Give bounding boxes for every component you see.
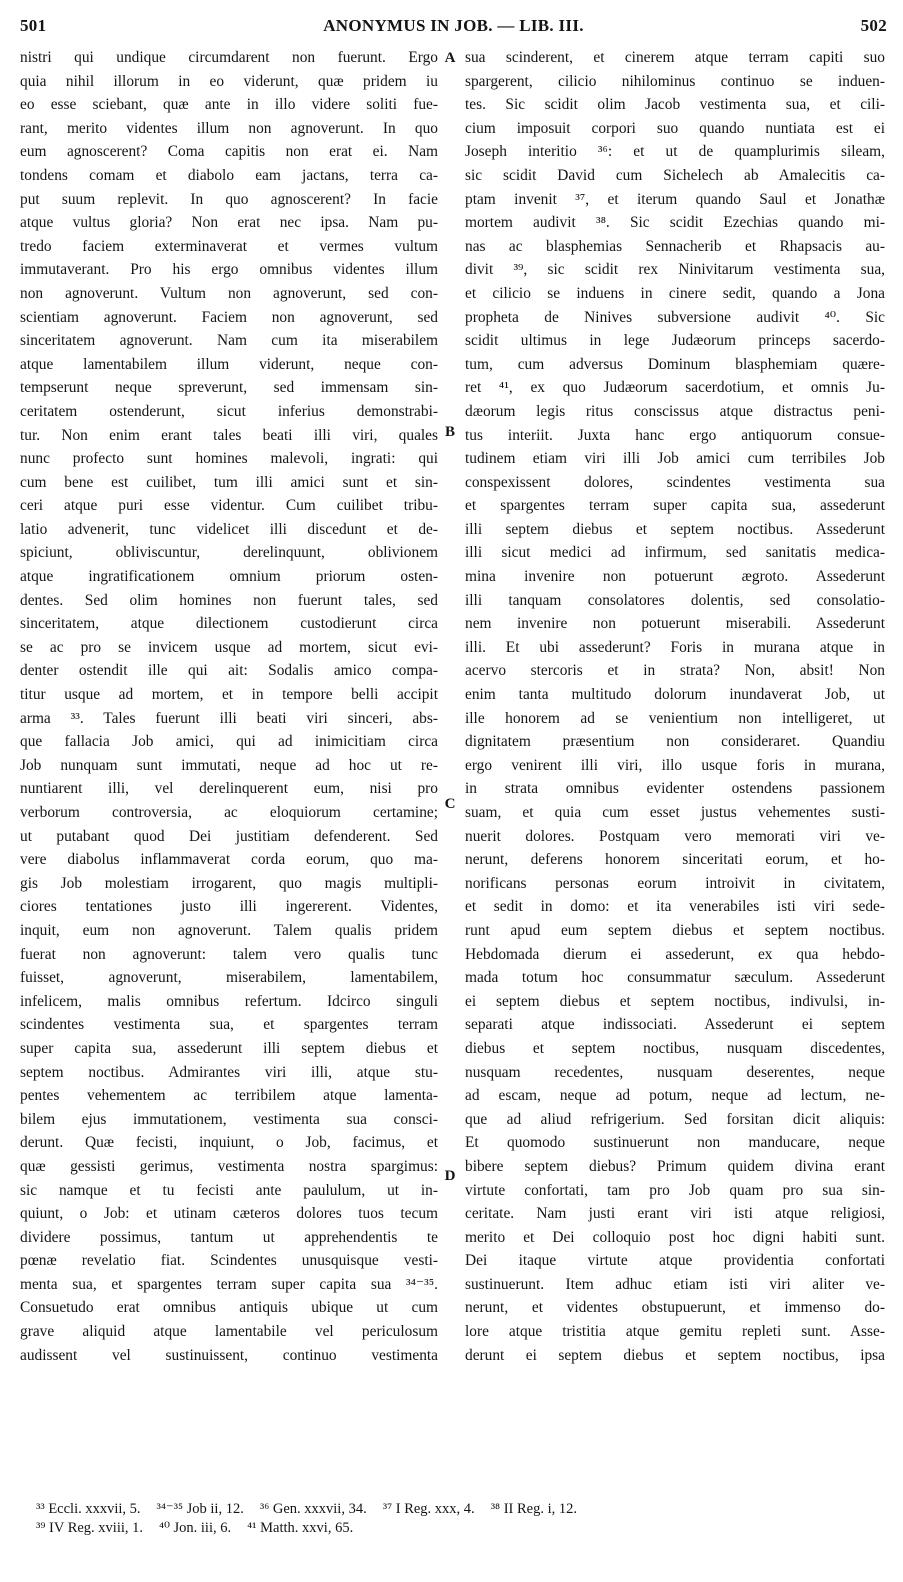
left-line: sinceritatem, atque dilectionem custodierunt circa bbox=[20, 615, 438, 633]
section-marker-b: B bbox=[444, 424, 455, 440]
right-line: dæorum legis ritus conscissus atque distractus peni- bbox=[465, 402, 885, 420]
right-line: suam, et quia cum esset justus vehementes susti- bbox=[465, 804, 885, 821]
right-line: separati atque indissociati. Assederunt ei septem bbox=[465, 1016, 885, 1034]
right-line: illi sicut medici ad infirmum, sed sanitatis medica- bbox=[465, 544, 885, 562]
left-line: menta sua, et spargentes terram super capita sua ³⁴⁻³⁵. bbox=[20, 1275, 438, 1293]
right-line: et sedit in domo: et ita venerabiles isti viri sede- bbox=[465, 898, 885, 916]
right-line: spargerent, cilicio nihilominus continuo se induen- bbox=[465, 72, 885, 90]
footnotes-line-2 bbox=[36, 1519, 883, 1538]
left-line: sinceritatem agnoverunt. Nam cum ita miserabilem bbox=[20, 332, 438, 350]
right-line: tus interiit. Juxta hanc ergo antiquorum consue- bbox=[465, 426, 885, 444]
left-line: ut putabant quod Dei justitiam defenderent. Sed bbox=[20, 827, 438, 845]
right-line: acervo stercoris et in strata? Non, absit! Non bbox=[465, 662, 885, 680]
right-line: mina invenire non potuerunt ægroto. Assederunt bbox=[465, 568, 885, 586]
right-line: et cilicio se induens in cinere sedit, quando a Jona bbox=[465, 284, 885, 302]
right-line: sua scinderent, et cinerem atque terram capiti suo bbox=[465, 49, 885, 66]
left-line: latio advenerit, tunc videlicet illi discedunt et de- bbox=[20, 520, 438, 538]
right-line: mortem audivit ³⁸. Sic scidit Ezechias quando mi- bbox=[465, 214, 885, 232]
left-line: nistri qui undique circumdarent non fuerunt. Ergo bbox=[20, 49, 438, 66]
right-line: norificans personas eorum introivit in civitatem, bbox=[465, 874, 885, 892]
right-line: Dei itaque virtute atque providentia confortati bbox=[465, 1252, 885, 1270]
left-line: verborum controversia, ac eloquiorum certamine; bbox=[20, 804, 438, 821]
right-line: nerunt, et videntes obstupuerunt, et immenso do- bbox=[465, 1299, 885, 1317]
left-line: non agnoverunt. Vultum non agnoverunt, sed con- bbox=[20, 284, 438, 302]
right-line: ei septem diebus et septem noctibus, indivulsi, in- bbox=[465, 992, 885, 1010]
section-marker-a: A bbox=[444, 50, 456, 66]
left-line: nunc profecto sunt homines malevoli, ingrati: qui bbox=[20, 450, 438, 468]
left-line: bilem ejus immutationem, vestimenta sua consci- bbox=[20, 1110, 438, 1128]
right-line: nuerit dolores. Postquam vero memorati viri ve- bbox=[465, 827, 885, 845]
left-line: scientiam agnoverunt. Faciem non agnoverunt, sed bbox=[20, 308, 438, 326]
left-line: grave aliquid atque lamentabile vel periculosum bbox=[20, 1323, 438, 1341]
left-line: septem noctibus. Admirantes viri illi, atque stu- bbox=[20, 1063, 438, 1081]
left-line: infelicem, malis omnibus refertum. Idcirco singuli bbox=[20, 992, 438, 1010]
right-line: virtute confortati, tam pro Job quam pro sua sin- bbox=[465, 1181, 885, 1199]
left-line: audissent vel sustinuissent, continuo vestimenta bbox=[20, 1346, 438, 1364]
footnote: ³³ Eccli. xxxvii, 5. bbox=[36, 1501, 141, 1517]
right-line: nas ac blasphemias Sennacherib et Rhapsacis au- bbox=[465, 237, 885, 255]
footnote: ³⁴⁻³⁵ Job ii, 12. bbox=[156, 1501, 244, 1517]
left-line: eo esse sciebant, quæ ante in illo videre soliti fue- bbox=[20, 96, 438, 114]
right-line: ret ⁴¹, ex quo Judæorum sacerdotium, et omnis Ju- bbox=[465, 379, 885, 397]
left-line: quia nihil illorum in eo viderunt, quæ pridem iu bbox=[20, 72, 438, 90]
right-line: merito et Dei colloquio post hoc digni habiti sunt. bbox=[465, 1228, 885, 1246]
left-line: quæ gessisti gerimus, vestimenta nostra spargimus: bbox=[20, 1157, 438, 1175]
right-line: nerunt, deferens honorem sinceritati eorum, et ho- bbox=[465, 851, 885, 869]
left-line: cum bene est cuilibet, tum illi amici sunt et sin- bbox=[20, 473, 438, 491]
left-line: ceritatem ostenderunt, sicut inferius demonstrabi- bbox=[20, 402, 438, 420]
right-line: cium imposuit corpori suo quando nuntiata est ei bbox=[465, 119, 885, 137]
left-line: fuisset, agnoverunt, miserabilem, lamentabilem, bbox=[20, 969, 438, 987]
right-line: enim tanta multitudo dolorum inundaverat Job, ut bbox=[465, 686, 885, 704]
right-column bbox=[465, 46, 885, 1367]
left-line: gis Job molestiam irrogarent, quo magis multipli- bbox=[20, 874, 438, 892]
left-line: tempserunt neque spreverunt, sed immensam sin- bbox=[20, 379, 438, 397]
running-header bbox=[20, 16, 887, 42]
left-line: put suum replevit. In quo agnoscerent? In facie bbox=[20, 190, 438, 208]
right-line: derunt ei septem diebus et septem noctibus, ipsa bbox=[465, 1346, 885, 1364]
left-line: titur usque ad mortem, et in tempore belli accipit bbox=[20, 686, 438, 704]
left-line: tondens comam et diabolo eam jactans, terra ca- bbox=[20, 166, 438, 184]
footnote: ³⁶ Gen. xxxvii, 34. bbox=[259, 1501, 367, 1517]
right-line: Joseph interitio ³⁶: et ut de quamplurimis sileam, bbox=[465, 143, 885, 161]
left-line: inquit, eum non agnoverunt. Talem qualis pridem bbox=[20, 921, 438, 939]
right-line: lore atque tristitia atque gemitu repleti sunt. Asse- bbox=[465, 1323, 885, 1341]
left-line: rant, merito videntes illum non agnoverunt. In quo bbox=[20, 119, 438, 137]
footnote: ³⁸ II Reg. i, 12. bbox=[490, 1501, 578, 1517]
right-line: illi septem diebus et septem noctibus. Assederunt bbox=[465, 520, 885, 538]
right-line: in strata omnibus evidenter ostendens passionem bbox=[465, 780, 885, 798]
left-line: quiunt, o Job: et utinam cæteros dolores tuos tecum bbox=[20, 1205, 438, 1223]
left-line: super capita sua, assederunt illi septem diebus et bbox=[20, 1039, 438, 1057]
left-column bbox=[20, 46, 438, 1367]
left-line: denter ostendit ille qui ait: Sodalis amico compa- bbox=[20, 662, 438, 680]
left-line: Job nunquam sunt immutati, neque ad hoc ut re- bbox=[20, 756, 438, 774]
left-line: atque vultus gloria? Non erat nec ipsa. Nam pu- bbox=[20, 214, 438, 232]
right-line: diebus et septem noctibus, nusquam discedentes, bbox=[465, 1039, 885, 1057]
left-line: tur. Non enim erant tales beati illi viri, quales bbox=[20, 426, 438, 444]
left-line: atque ingratificationem omnium priorum osten- bbox=[20, 568, 438, 586]
footnote: ³⁹ IV Reg. xviii, 1. bbox=[36, 1520, 144, 1536]
right-line: ceritate. Nam justi erant viri isti atque religiosi, bbox=[465, 1205, 885, 1223]
right-line: propheta de Ninives subversione audivit ⁴⁰. Sic bbox=[465, 308, 885, 326]
left-line: Consuetudo erat omnibus antiquis ubique ut cum bbox=[20, 1299, 438, 1317]
right-line: conspexissent dolores, scindentes vestimenta sua bbox=[465, 473, 885, 491]
footnote: ³⁷ I Reg. xxx, 4. bbox=[382, 1501, 475, 1517]
right-line: bibere septem diebus? Primum quidem divina erant bbox=[465, 1157, 885, 1175]
left-line: que fallacia Job amici, qui ad inimicitiam circa bbox=[20, 733, 438, 751]
left-line: pentes vehementem ac terribilem atque lamenta- bbox=[20, 1087, 438, 1105]
right-line: illi. Et ubi assederunt? Foris in murana atque in bbox=[465, 638, 885, 656]
right-line: Et quomodo sustinuerunt non manducare, neque bbox=[465, 1134, 885, 1152]
left-line: atque lamentabilem illum viderunt, neque con- bbox=[20, 355, 438, 373]
left-line: immutaverant. Pro his ergo omnibus videntes illum bbox=[20, 261, 438, 279]
right-line: divit ³⁹, sic scidit rex Ninivitarum vestimenta sua, bbox=[465, 261, 885, 279]
right-line: Hebdomada dierum ei assederunt, ex qua hebdo- bbox=[465, 945, 885, 963]
left-line: derunt. Quæ fecisti, inquiunt, o Job, facimus, et bbox=[20, 1134, 438, 1152]
left-line: se ac pro se invicem usque ad mortem, sicut evi- bbox=[20, 638, 438, 656]
right-line: tes. Sic scidit olim Jacob vestimenta sua, et cili- bbox=[465, 96, 885, 114]
right-line: runt apud eum septem diebus et septem noctibus. bbox=[465, 921, 885, 939]
left-line: ciores tentationes justo illi ingererent. Videntes, bbox=[20, 898, 438, 916]
left-line: dentes. Sed olim homines non fuerunt tales, sed bbox=[20, 591, 438, 609]
left-line: sic namque et tu fecisti ante paululum, ut in- bbox=[20, 1181, 438, 1199]
right-line: et spargentes terram super capita sua, assederunt bbox=[465, 497, 885, 515]
left-line: spiciunt, obliviscuntur, derelinquunt, oblivionem bbox=[20, 544, 438, 562]
right-line: nem invenire non potuerunt miserabili. Assederunt bbox=[465, 615, 885, 633]
section-marker-d: D bbox=[444, 1168, 456, 1184]
right-line: ergo venirent illi viri, illo usque foris in murana, bbox=[465, 756, 885, 774]
right-line: tum, cum adversus Dominum blasphemiam quære- bbox=[465, 355, 885, 373]
footnote: ⁴¹ Matth. xxvi, 65. bbox=[247, 1520, 354, 1536]
right-line: nusquam recedentes, nusquam deserentes, neque bbox=[465, 1063, 885, 1081]
right-line: sustinuerunt. Item adhuc etiam isti viri aliter ve- bbox=[465, 1275, 885, 1293]
right-line: sic scidit David cum Sichelech ab Amalecitis ca- bbox=[465, 166, 885, 184]
left-line: vere diabolus inflammaverat corda eorum, quo ma- bbox=[20, 851, 438, 869]
left-line: scindentes vestimenta sua, et spargentes terram bbox=[20, 1016, 438, 1034]
right-line: ptam invenit ³⁷, et iterum quando Saul et Jonathæ bbox=[465, 190, 885, 208]
right-line: dignitatem præsentium non consideraret. Quandiu bbox=[465, 733, 885, 751]
right-line: que ad aliud refrigerium. Sed forsitan dicit aliquis: bbox=[465, 1110, 885, 1128]
section-marker-c: C bbox=[444, 796, 456, 812]
running-title: ANONYMUS IN JOB. — LIB. III. bbox=[323, 16, 584, 35]
right-line: ad escam, neque ad potum, neque ad lectum, ne- bbox=[465, 1087, 885, 1105]
left-line: arma ³³. Tales fuerunt illi beati viri sinceri, abs- bbox=[20, 709, 438, 727]
footnote: ⁴⁰ Jon. iii, 6. bbox=[159, 1520, 232, 1536]
left-line: ceri atque puri esse videntur. Cum cuilibet tribu- bbox=[20, 497, 438, 515]
right-line: ille honorem ad se venientium non intelligeret, ut bbox=[465, 709, 885, 727]
left-line: dividere possimus, tantum ut apprehendentis te bbox=[20, 1228, 438, 1246]
footnotes-line-1 bbox=[36, 1500, 883, 1519]
page-number-right: 502 bbox=[860, 16, 887, 35]
right-line: scidit ultimus in lege Judæorum princeps sacerdo- bbox=[465, 332, 885, 350]
right-line: mada totum hoc consummatur sæculum. Assederunt bbox=[465, 969, 885, 987]
left-line: fuerat non agnoverunt: talem vero qualis tunc bbox=[20, 945, 438, 963]
left-line: tredo faciem exterminaverat et vermes vultum bbox=[20, 237, 438, 255]
left-line: pœnæ revelatio fiat. Scindentes unusquisque vesti- bbox=[20, 1252, 438, 1270]
right-line: illi tanquam consolatores dolentis, sed consolatio- bbox=[465, 591, 885, 609]
left-line: eum agnoscerent? Coma capitis non erat ei. Nam bbox=[20, 143, 438, 161]
right-line: tudinem etiam viri illi Job amici cum terribiles Job bbox=[465, 450, 885, 468]
left-line: nuntiarent illi, vel derelinquerent eum, nisi pro bbox=[20, 780, 438, 798]
page-number-left: 501 bbox=[20, 16, 47, 35]
